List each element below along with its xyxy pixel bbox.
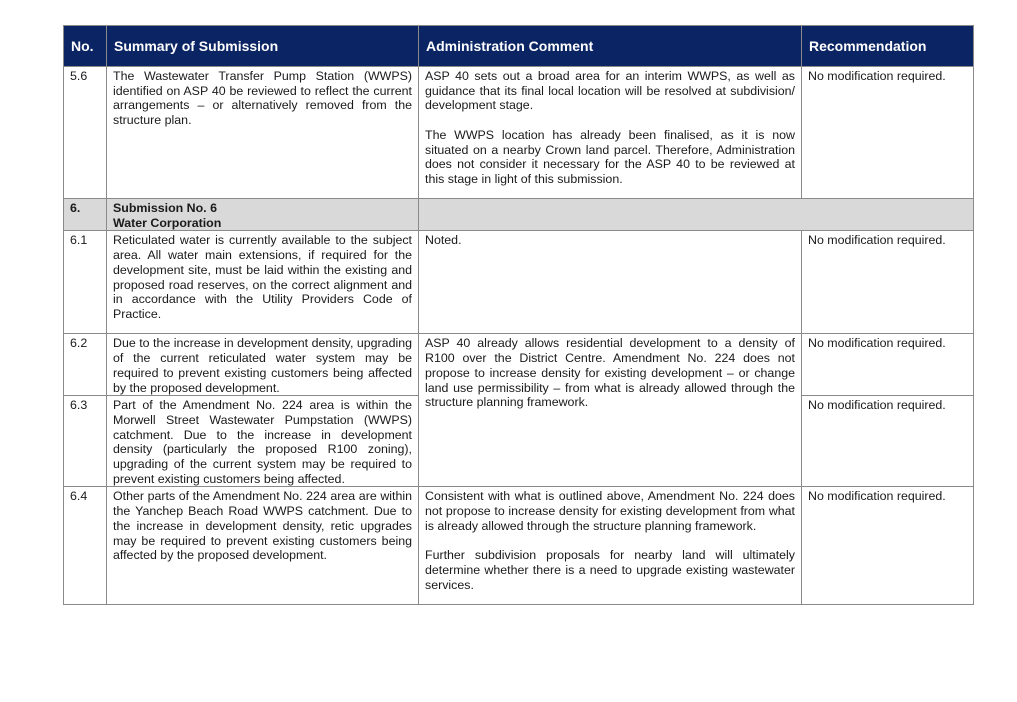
recommendation: No modification required. xyxy=(802,67,974,199)
row-number: 6.4 xyxy=(64,487,107,605)
administration-comment xyxy=(419,67,802,199)
recommendation: No modification required. xyxy=(802,487,974,605)
row-number: 6.1 xyxy=(64,231,107,334)
row-number: 6.3 xyxy=(64,396,107,487)
recommendation: No modification required. xyxy=(802,396,974,487)
submission-summary: Due to the increase in development density, upgrading of the current reticulated water system may be required to prevent existing customers being affected by the proposed development. xyxy=(107,334,419,396)
table-row xyxy=(64,334,974,396)
recommendation: No modification required. xyxy=(802,334,974,396)
header-summary: Summary of Submission xyxy=(107,26,419,67)
section-blank xyxy=(419,199,974,231)
submissions-table xyxy=(63,25,974,605)
header-no: No. xyxy=(64,26,107,67)
submission-summary: Other parts of the Amendment No. 224 area are within the Yanchep Beach Road WWPS catchment. Due to the increase in development density, retic upgrades may be required to prevent existing customers being affected by the proposed development. xyxy=(107,487,419,605)
header-recommendation: Recommendation xyxy=(802,26,974,67)
submitter-name: Water Corporation xyxy=(113,215,222,230)
section-number: 6. xyxy=(64,199,107,231)
row-number: 6.2 xyxy=(64,334,107,396)
table-row xyxy=(64,231,974,334)
submission-summary: The Wastewater Transfer Pump Station (WWPS) identified on ASP 40 be reviewed to reflect the current arrangements – or alternatively removed from the structure plan. xyxy=(107,67,419,199)
row-number: 5.6 xyxy=(64,67,107,199)
section-title xyxy=(107,199,419,231)
section-header-row xyxy=(64,199,974,231)
administration-comment: ASP 40 already allows residential development to a density of R100 over the District Centre. Amendment No. 224 does not propose to increase density for existing development – or change land use permissibility – from what is already allowed through the structure planning framework. xyxy=(419,334,802,487)
comment-paragraph: Consistent with what is outlined above, Amendment No. 224 does not propose to increase density for existing development from what is already allowed through the structure planning framework. xyxy=(425,489,795,533)
table-row xyxy=(64,67,974,199)
table-header xyxy=(64,26,974,67)
header-admin-comment: Administration Comment xyxy=(419,26,802,67)
submission-summary: Part of the Amendment No. 224 area is within the Morwell Street Wastewater Pumpstation (WWPS) catchment. Due to the increase in development density (particularly the proposed R100 zoning), upgrading of the current system may be required to prevent existing customers being affected. xyxy=(107,396,419,487)
submission-number: Submission No. 6 xyxy=(113,201,217,215)
submission-summary: Reticulated water is currently available to the subject area. All water main extensions, if required for the development site, must be laid within the existing and proposed road reserves, on the correct alignment and in accordance with the Utility Providers Code of Practice. xyxy=(107,231,419,334)
comment-paragraph: Further subdivision proposals for nearby land will ultimately determine whether there is a need to upgrade existing wastewater services. xyxy=(425,548,795,592)
administration-comment: Noted. xyxy=(419,231,802,334)
table-row xyxy=(64,487,974,605)
administration-comment xyxy=(419,487,802,605)
comment-paragraph: The WWPS location has already been finalised, as it is now situated on a nearby Crown land parcel. Therefore, Administration does not consider it necessary for the ASP 40 to be reviewed at this stage in light of this submission. xyxy=(425,127,795,186)
recommendation: No modification required. xyxy=(802,231,974,334)
comment-paragraph: ASP 40 sets out a broad area for an interim WWPS, as well as guidance that its final local location will be resolved at subdivision/ development stage. xyxy=(425,69,795,113)
